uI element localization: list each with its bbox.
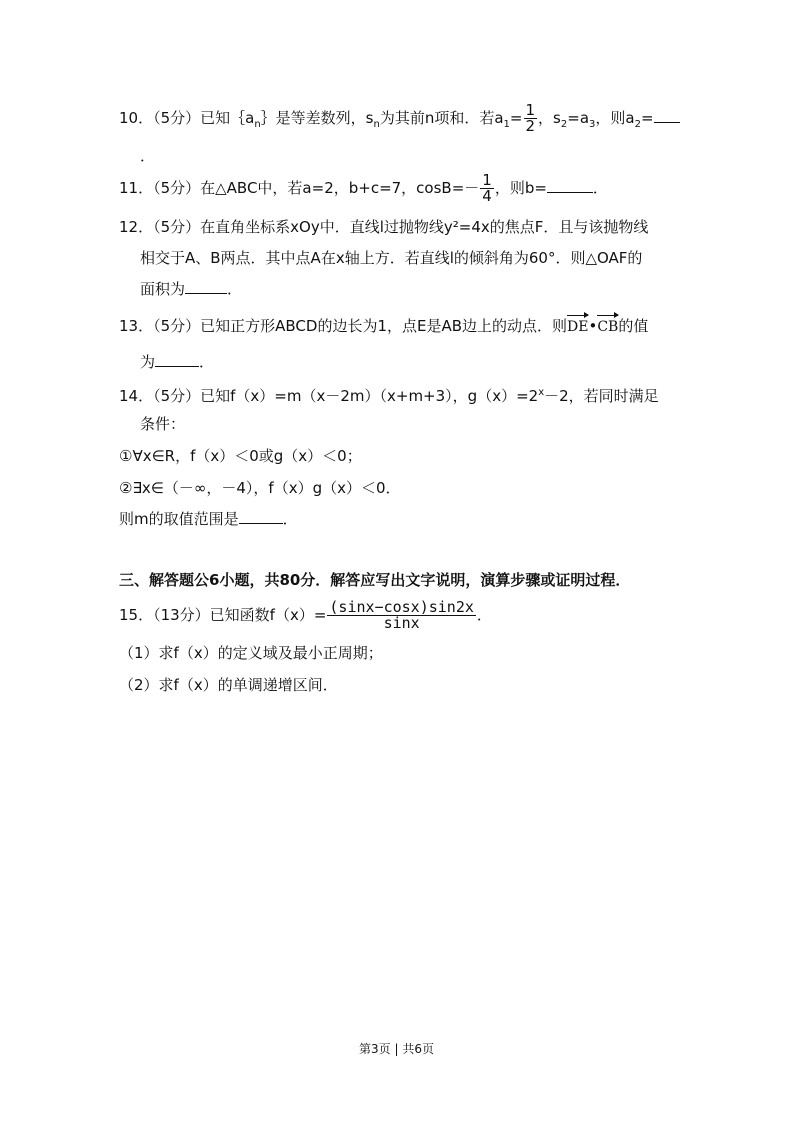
q10-text-5: =a <box>567 109 590 127</box>
question-13 <box>119 316 648 337</box>
q15-part-2: （2）求f（x）的单调递增区间． <box>119 676 338 694</box>
q11-tail: ． <box>592 179 608 197</box>
q10-text-2: ｝是等差数列，s <box>260 109 374 127</box>
q11-frac-den: 4 <box>482 187 492 205</box>
q10-tail: ． <box>140 147 156 165</box>
q13-vector-cb: CB <box>597 319 619 335</box>
q11-answer-blank <box>547 178 593 193</box>
q10-frac-den: 2 <box>525 117 536 135</box>
q15-part-1: （1）求f（x）的定义域及最小正周期； <box>119 644 383 662</box>
q10-sub-1: 1 <box>503 119 510 130</box>
q13-line-2 <box>140 352 214 372</box>
section-heading: 三、解答题公6小题，共80分．解答应写出文字说明，演算步骤或证明过程． <box>119 571 631 589</box>
q15-tail: ． <box>476 606 492 624</box>
q14-line5-text: 则m的取值范围是 <box>119 510 239 528</box>
q12-line-3 <box>140 279 242 299</box>
q10-sub-n2: n <box>373 119 380 130</box>
q14-text-2: －2，若同时满足 <box>544 387 659 405</box>
question-10 <box>119 103 680 135</box>
q14-sup-x: x <box>538 387 545 398</box>
q13-vector-de: DE <box>567 319 589 335</box>
q10-fraction <box>524 103 538 134</box>
q13-line2-text: 为 <box>140 353 156 371</box>
q12-line-2: 相交于A、B两点．其中点A在x轴上方．若直线l的倾斜角为60°．则△OAF的 <box>140 249 643 267</box>
q10-text-7: = <box>640 109 654 127</box>
q10-frac-num: 1 <box>525 101 536 119</box>
q13-answer-blank <box>155 352 199 367</box>
q10-text-4: ，s <box>538 109 561 127</box>
q12-line3-text: 面积为 <box>140 280 186 298</box>
q10-text-3: 为其前n项和．若a <box>379 109 504 127</box>
q10-text-6: ，则a <box>595 109 635 127</box>
q15-fraction <box>327 600 476 631</box>
question-14 <box>119 383 659 406</box>
q12-tail: ． <box>227 280 243 298</box>
q11-fraction <box>480 173 494 204</box>
q14-condition-1: ①∀x∈R，f（x）＜0或g（x）＜0； <box>119 447 362 465</box>
q14-tail: ． <box>282 510 298 528</box>
q14-line-5 <box>119 509 298 529</box>
q15-text-1: 15．（13分）已知函数f（x）= <box>119 606 327 624</box>
q10-sub-3: 3 <box>589 119 596 130</box>
q13-text-2: 的值 <box>618 317 649 335</box>
q13-tail: ． <box>199 353 215 371</box>
q10-sub-n: n <box>254 119 261 130</box>
q15-frac-den: sinx <box>383 614 420 632</box>
q13-text-1: 13．（5分）已知正方形ABCD的边长为1，点E是AB边上的动点．则 <box>119 317 568 335</box>
q11-text-1: 11．（5分）在△ABC中，若a=2，b+c=7，cosB=－ <box>119 179 480 197</box>
question-15 <box>119 600 492 631</box>
q14-answer-blank <box>239 509 283 524</box>
q14-line-2: 条件： <box>140 415 186 433</box>
question-11 <box>119 173 608 204</box>
q12-answer-blank <box>185 279 227 294</box>
q13-dot: • <box>588 317 598 335</box>
q10-text-1: 10．（5分）已知｛a <box>119 109 255 127</box>
q10-sub-4: 2 <box>634 119 641 130</box>
q14-text-1: 14．（5分）已知f（x）=m（x－2m）（x+m+3），g（x）=2 <box>119 387 539 405</box>
q12-line-1: 12．（5分）在直角坐标系xOy中．直线l过抛物线y²=4x的焦点F．且与该抛物线 <box>119 218 649 236</box>
q11-text-2: ，则b= <box>494 179 547 197</box>
page-footer: 第3页 | 共6页 <box>359 1042 434 1056</box>
q10-eq: = <box>509 109 523 127</box>
q11-frac-num: 1 <box>482 171 492 189</box>
q10-sub-2: 2 <box>560 119 568 130</box>
q10-answer-blank <box>654 108 680 123</box>
q15-frac-num: (sinx−cosx)sin2x <box>329 598 474 616</box>
q14-condition-2: ②∃x∈（－∞，－4），f（x）g（x）＜0． <box>119 479 401 497</box>
